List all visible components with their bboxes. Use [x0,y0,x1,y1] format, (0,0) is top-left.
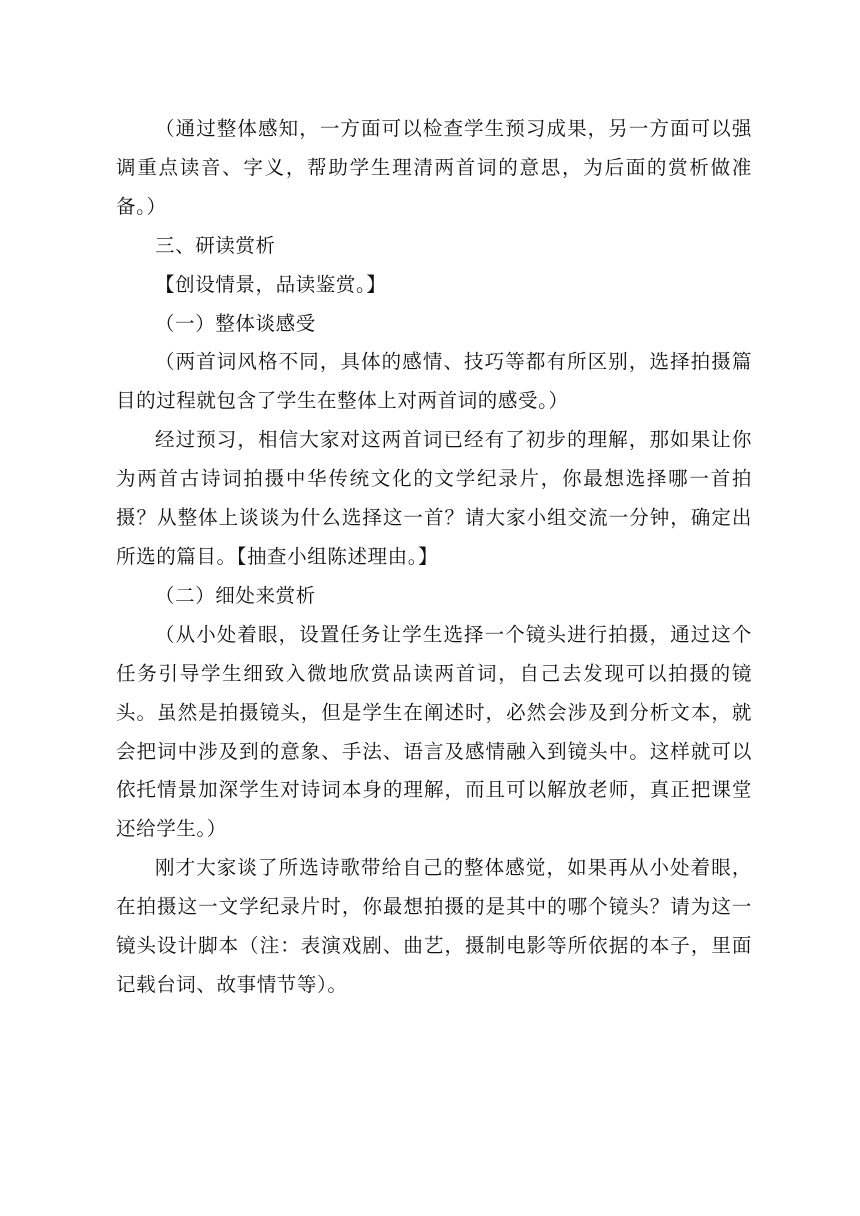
paragraph-shot-task-purpose: （从小处着眼，设置任务让学生选择一个镜头进行拍摄，通过这个任务引导学生细致入微地欣赏品读两首词，自己去发现可以拍摄的镜头。虽然是拍摄镜头，但是学生在阐述时，必然会涉及到分析文本，就会把词中涉及到的意象、手法、语言及感情融入到镜头中。这样就可以依托情景加深学生对诗词本身的理解，而且可以解放老师，真正把课堂还给学生。） [116,622,752,841]
paragraph-style-difference: （两首词风格不同，具体的感情、技巧等都有所区别，选择拍摄篇目的过程就包含了学生在整体上对两首词的感受。） [116,350,752,413]
paragraph-documentary-task: 经过预习，相信大家对这两首词已经有了初步的理解，那如果让你为两首古诗词拍摄中华传统文化的文学纪录片，你最想选择哪一首拍摄？从整体上谈谈为什么选择这一首？请大家小组交流一分钟，确定出所选的篇目。【抽查小组陈述理由。】 [116,428,752,568]
section-heading-study-appreciation: 三、研读赏析 [155,233,276,257]
paragraph-preview-purpose: （通过整体感知，一方面可以检查学生预习成果，另一方面可以强调重点读音、字义，帮助学生理清两首词的意思，为后面的赏析做准备。） [116,117,752,218]
activity-heading-create-scene: 【创设情景，品读鉴赏。】 [155,272,387,296]
subheading-detail-appreciation: （二）细处来赏析 [155,583,316,607]
document-body [116,110,752,1005]
paragraph-script-task: 刚才大家谈了所选诗歌带给自己的整体感觉，如果再从小处着眼，在拍摄这一文学纪录片时，你最想拍摄的是其中的哪个镜头？请为这一镜头设计脚本（注：表演戏剧、曲艺，摄制电影等所依据的本子，里面记载台词、故事情节等）。 [116,856,752,996]
subheading-overall-feeling: （一）整体谈感受 [155,311,316,335]
